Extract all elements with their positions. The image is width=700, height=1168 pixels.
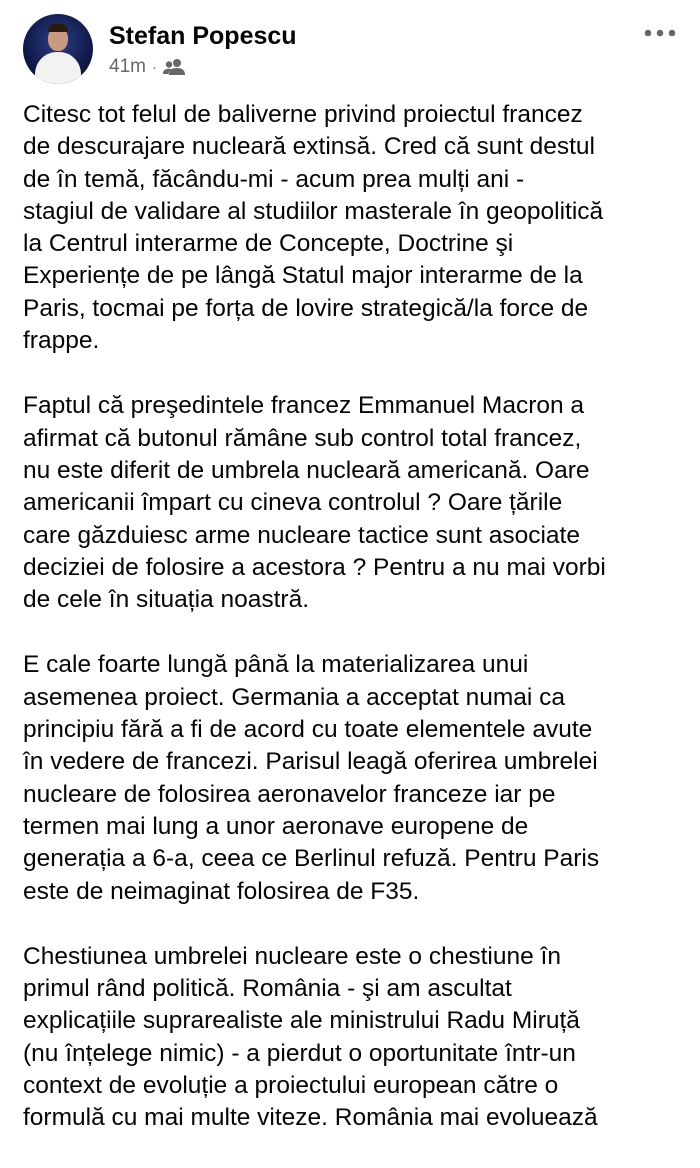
text-line: E cale foarte lungă până la materializarea unui xyxy=(23,651,529,679)
text-line: nu este diferit de umbrela nucleară americană. Oare xyxy=(23,456,590,484)
more-options-button[interactable] xyxy=(640,20,680,46)
text-line: deciziei de folosire a acestora ? Pentru a nu mai vorbi xyxy=(23,553,606,581)
text-line: termen mai lung a unor aeronave europene de xyxy=(23,812,529,840)
post-paragraph-3 xyxy=(23,649,683,907)
text-line: formulă cu mai multe viteze. România mai evoluează xyxy=(23,1104,598,1132)
text-line: (nu înțelege nimic) - a pierdut o oportunitate într-un xyxy=(23,1039,576,1067)
text-line: asemenea proiect. Germania a acceptat numai ca xyxy=(23,683,566,711)
text-line: Experiențe de pe lângă Statul major interarme de la xyxy=(23,262,583,290)
avatar-figure-hair xyxy=(48,24,68,32)
text-line: americanii împart cu cineva controlul ? Oare țările xyxy=(23,489,563,517)
text-line: Chestiunea umbrelei nucleare este o chestiune în xyxy=(23,942,561,970)
text-line: Faptul că preşedintele francez Emmanuel Macron a xyxy=(23,392,585,420)
text-line: de în temă, făcându-mi - acum prea mulți ani - xyxy=(23,165,525,193)
text-line: afirmat că butonul rămâne sub control total francez, xyxy=(23,424,582,452)
text-line: Citesc tot felul de baliverne privind proiectul francez xyxy=(23,101,583,128)
text-line: de cele în situația noastră. xyxy=(23,586,310,614)
text-line: frappe. xyxy=(23,327,100,355)
avatar[interactable] xyxy=(23,14,93,84)
text-line: în vedere de francezi. Parisul leagă oferirea umbrelei xyxy=(23,748,598,776)
meta-separator: · xyxy=(151,58,157,76)
text-line: de descurajare nucleară extinsă. Cred că sunt destul xyxy=(23,133,595,161)
author-name[interactable]: Stefan Popescu xyxy=(109,22,297,50)
post-paragraph-2 xyxy=(23,390,683,616)
text-line: generația a 6-a, ceea ce Berlinul refuză. Pentru Paris xyxy=(23,845,600,873)
text-line: stagiul de validare al studiilor masterale în geopolitică xyxy=(23,197,604,225)
post-timestamp[interactable]: 41m xyxy=(109,56,146,77)
text-line: la Centrul interarme de Concepte, Doctrine şi xyxy=(23,230,514,258)
text-line: primul rând politică. România - şi am ascultat xyxy=(23,975,512,1003)
post-paragraph-4 xyxy=(23,941,683,1135)
post-meta xyxy=(109,55,185,79)
text-line: nucleare de folosirea aeronavelor franceze iar pe xyxy=(23,780,556,808)
text-line: principiu fără a fi de acord cu toate elementele avute xyxy=(23,716,593,744)
text-line: context de evoluție a proiectului european către o xyxy=(23,1072,559,1100)
text-line: Paris, tocmai pe forța de lovire strategică/la force de xyxy=(23,294,589,322)
more-horizontal-icon xyxy=(644,24,676,42)
post-header xyxy=(0,0,700,100)
text-line: este de neimaginat folosirea de F35. xyxy=(23,877,420,905)
post-body xyxy=(23,99,683,1168)
text-line: explicațiile suprarealiste ale ministrului Radu Miruță xyxy=(23,1007,580,1035)
text-line: care găzduiesc arme nucleare tactice sunt asociate xyxy=(23,521,580,549)
friends-icon[interactable] xyxy=(163,58,185,76)
post-paragraph-1 xyxy=(23,99,683,357)
avatar-figure-body xyxy=(35,52,81,84)
